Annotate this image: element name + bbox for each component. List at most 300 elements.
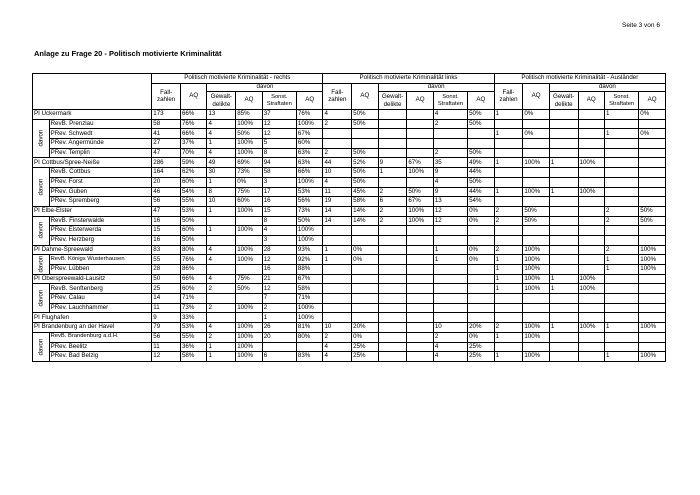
table-cell: 100%: [236, 139, 263, 149]
table-cell: 62%: [180, 168, 207, 178]
table-cell: [433, 265, 467, 275]
table-cell: 3: [262, 235, 296, 245]
table-cell: 100%: [639, 255, 666, 265]
table-row-pi: [33, 206, 666, 216]
table-cell: [549, 206, 578, 216]
table-cell: [578, 235, 605, 245]
table-cell: 50%: [296, 216, 323, 226]
table-cell: 2: [433, 332, 467, 342]
table-cell: 86%: [180, 265, 207, 275]
table-cell: 1: [605, 265, 639, 275]
table-cell: 56: [152, 332, 181, 342]
row-label: RevB. Königs Wusterhausen: [49, 255, 152, 265]
row-label: PRev. Elsterwerda: [49, 226, 152, 236]
table-cell: 2: [207, 284, 236, 294]
table-cell: [468, 139, 495, 149]
table-cell: 2: [378, 216, 407, 226]
table-cell: [549, 129, 578, 139]
table-cell: [605, 342, 639, 352]
table-cell: 47: [152, 206, 181, 216]
table-cell: 13: [433, 197, 467, 207]
table-cell: 9: [378, 158, 407, 168]
table-cell: 75%: [236, 187, 263, 197]
table-cell: [407, 265, 434, 275]
table-cell: [468, 129, 495, 139]
table-cell: 16: [262, 197, 296, 207]
table-cell: 0%: [468, 255, 495, 265]
table-cell: [433, 129, 467, 139]
table-cell: [323, 274, 352, 284]
table-cell: [433, 235, 467, 245]
table-cell: 1: [494, 129, 523, 139]
table-cell: [523, 168, 550, 178]
table-cell: 58%: [296, 284, 323, 294]
table-cell: [605, 294, 639, 304]
table-cell: [378, 119, 407, 129]
table-cell: 1: [433, 255, 467, 265]
table-cell: [578, 226, 605, 236]
table-cell: 2: [605, 245, 639, 255]
table-cell: [468, 303, 495, 313]
table-cell: [378, 139, 407, 149]
table-cell: 100%: [296, 177, 323, 187]
table-cell: [352, 294, 379, 304]
table-cell: [578, 352, 605, 362]
table-cell: [407, 332, 434, 342]
table-cell: 54%: [180, 187, 207, 197]
table-cell: 58%: [180, 352, 207, 362]
table-cell: 12: [433, 206, 467, 216]
table-cell: 1: [605, 129, 639, 139]
table-cell: [494, 226, 523, 236]
table-cell: 1: [433, 245, 467, 255]
table-cell: [578, 216, 605, 226]
table-cell: 1: [494, 332, 523, 342]
table-cell: 100%: [578, 158, 605, 168]
table-cell: 100%: [236, 255, 263, 265]
table-cell: 4: [323, 342, 352, 352]
table-cell: [639, 342, 666, 352]
table-cell: [323, 265, 352, 275]
group-header: Politisch motivierte Kriminalität - rechts: [152, 74, 323, 84]
table-cell: 1: [262, 313, 296, 323]
col-header-fallzahlen: Fall- zahlen: [152, 83, 181, 110]
table-cell: [523, 148, 550, 158]
table-cell: 2: [494, 216, 523, 226]
table-cell: 2: [262, 303, 296, 313]
table-cell: 12: [262, 119, 296, 129]
table-cell: 66%: [180, 274, 207, 284]
col-header-davon: davon: [378, 83, 494, 92]
table-row-sub: [33, 342, 666, 352]
table-row-sub: [33, 235, 666, 245]
table-cell: 100%: [523, 265, 550, 275]
table-cell: [605, 139, 639, 149]
table-cell: [639, 332, 666, 342]
table-cell: 1: [323, 255, 352, 265]
table-cell: [433, 313, 467, 323]
table-cell: [639, 148, 666, 158]
table-cell: 4: [207, 255, 236, 265]
table-cell: [407, 352, 434, 362]
table-cell: 9: [433, 187, 467, 197]
col-header-gewaltdelikte: Gewalt- delikte: [549, 92, 578, 110]
table-cell: [323, 294, 352, 304]
table-cell: 67%: [407, 158, 434, 168]
table-cell: [578, 332, 605, 342]
col-header-davon: davon: [207, 83, 323, 92]
table-cell: [639, 139, 666, 149]
table-cell: 69%: [236, 158, 263, 168]
table-cell: 27: [152, 139, 181, 149]
table-cell: 44%: [468, 168, 495, 178]
table-cell: 0%: [468, 216, 495, 226]
davon-side-label: [33, 255, 50, 274]
table-cell: 28: [152, 265, 181, 275]
table-cell: 12: [262, 129, 296, 139]
table-cell: [605, 226, 639, 236]
table-cell: 50%: [180, 235, 207, 245]
table-cell: [549, 197, 578, 207]
table-cell: 100%: [236, 148, 263, 158]
table-cell: 1: [207, 226, 236, 236]
table-cell: [407, 119, 434, 129]
table-cell: 17: [262, 187, 296, 197]
table-cell: 2: [494, 206, 523, 216]
table-cell: 2: [378, 206, 407, 216]
col-header-aq: AQ: [180, 83, 207, 110]
table-cell: [523, 294, 550, 304]
col-header-gewaltdelikte: Gewalt- delikte: [378, 92, 407, 110]
table-cell: [236, 313, 263, 323]
table-cell: 0%: [352, 255, 379, 265]
table-cell: 4: [323, 352, 352, 362]
table-cell: 4: [323, 177, 352, 187]
table-row-pi: [33, 323, 666, 333]
table-row-sub: [33, 139, 666, 149]
table-cell: [639, 294, 666, 304]
row-label: PI Uckermark: [33, 110, 152, 120]
col-header-aq: AQ: [352, 83, 379, 110]
table-cell: 6: [262, 352, 296, 362]
table-cell: 92%: [296, 255, 323, 265]
table-cell: 100%: [296, 303, 323, 313]
table-cell: [323, 235, 352, 245]
col-header-davon: davon: [549, 83, 665, 92]
col-header-sonst-straftaten: Sonst. Straftaten: [605, 92, 639, 110]
table-cell: [639, 119, 666, 129]
table-cell: [494, 235, 523, 245]
table-cell: 2: [494, 245, 523, 255]
row-label: PRev. Schwedt: [49, 129, 152, 139]
table-cell: 45%: [352, 187, 379, 197]
table-cell: 25%: [468, 352, 495, 362]
table-cell: 100%: [407, 168, 434, 178]
table-cell: 73%: [296, 206, 323, 216]
table-cell: [494, 303, 523, 313]
table-cell: [605, 177, 639, 187]
table-cell: [433, 294, 467, 304]
col-header-aq: AQ: [523, 83, 550, 110]
table-cell: 11: [152, 342, 181, 352]
table-cell: [523, 177, 550, 187]
table-row-sub: [33, 168, 666, 178]
table-cell: [207, 313, 236, 323]
table-cell: 25: [152, 284, 181, 294]
table-cell: [605, 313, 639, 323]
table-row-pi: [33, 110, 666, 120]
davon-side-label: [33, 284, 50, 313]
davon-side-text: davon: [37, 256, 45, 273]
table-cell: 47: [152, 148, 181, 158]
table-row-sub: [33, 303, 666, 313]
table-cell: [494, 139, 523, 149]
table-cell: [549, 303, 578, 313]
table-cell: 60%: [296, 139, 323, 149]
table-cell: 2: [323, 332, 352, 342]
table-cell: 20: [152, 177, 181, 187]
table-cell: [639, 177, 666, 187]
table-cell: [352, 129, 379, 139]
table-cell: 50%: [180, 216, 207, 226]
table-cell: 100%: [407, 206, 434, 216]
row-label: RevB. Cottbus: [49, 168, 152, 178]
table-cell: [433, 284, 467, 294]
table-cell: [236, 265, 263, 275]
table-cell: [605, 119, 639, 129]
table-cell: 41: [152, 129, 181, 139]
table-cell: 71%: [296, 294, 323, 304]
table-cell: 100%: [236, 226, 263, 236]
col-header-aq: AQ: [578, 92, 605, 110]
table-cell: 66%: [296, 168, 323, 178]
table-cell: [549, 226, 578, 236]
table-cell: [578, 148, 605, 158]
table-cell: 100%: [639, 245, 666, 255]
table-cell: 14: [152, 294, 181, 304]
table-cell: [578, 119, 605, 129]
table-cell: [605, 332, 639, 342]
row-label: PI Cottbus/Spree-Neiße: [33, 158, 152, 168]
table-cell: 100%: [236, 206, 263, 216]
page-number: Seite 3 von 6: [622, 22, 660, 29]
table-row-sub: [33, 265, 666, 275]
table-cell: 8: [262, 216, 296, 226]
table-cell: 2: [605, 206, 639, 216]
table-cell: 0%: [352, 332, 379, 342]
col-header-aq: AQ: [296, 92, 323, 110]
table-cell: 1: [494, 265, 523, 275]
group-header: Politisch motivierte Kriminalität links: [323, 74, 494, 84]
table-cell: [407, 294, 434, 304]
table-cell: [549, 235, 578, 245]
davon-side-text: davon: [37, 178, 45, 196]
table-cell: 50%: [523, 206, 550, 216]
table-cell: 67%: [296, 274, 323, 284]
table-cell: 1: [605, 110, 639, 120]
table-cell: 4: [207, 245, 236, 255]
table-cell: [468, 265, 495, 275]
table-cell: 2: [207, 303, 236, 313]
table-cell: [378, 177, 407, 187]
table-cell: 1: [207, 139, 236, 149]
table-cell: 16: [152, 235, 181, 245]
table-cell: 2: [323, 119, 352, 129]
table-cell: [639, 158, 666, 168]
table-cell: 53%: [180, 323, 207, 333]
table-cell: [352, 265, 379, 275]
table-cell: [639, 187, 666, 197]
table-cell: [407, 235, 434, 245]
table-cell: 83: [152, 245, 181, 255]
table-cell: 1: [494, 284, 523, 294]
table-cell: 4: [262, 226, 296, 236]
table-cell: [407, 274, 434, 284]
row-label: PI Oberspreewald-Lausitz: [33, 274, 152, 284]
table-cell: 100%: [296, 235, 323, 245]
table-cell: 2: [323, 148, 352, 158]
table-cell: [433, 226, 467, 236]
table-row-sub: [33, 216, 666, 226]
table-cell: [352, 313, 379, 323]
table-cell: 4: [207, 129, 236, 139]
table-cell: 88%: [296, 265, 323, 275]
table-cell: [433, 274, 467, 284]
table-cell: 8: [262, 148, 296, 158]
davon-side-label: [33, 332, 50, 361]
davon-side-text: davon: [37, 222, 45, 240]
table-row-sub: [33, 197, 666, 207]
table-row-pi: [33, 158, 666, 168]
table-cell: 52%: [352, 158, 379, 168]
table-cell: 1: [494, 110, 523, 120]
table-cell: [494, 313, 523, 323]
table-cell: 0%: [639, 110, 666, 120]
davon-side-text: davon: [37, 338, 45, 356]
table-cell: [433, 139, 467, 149]
table-cell: 44%: [468, 187, 495, 197]
table-cell: [549, 342, 578, 352]
table-cell: 0%: [639, 129, 666, 139]
table-cell: [523, 197, 550, 207]
table-cell: 83%: [296, 352, 323, 362]
table-cell: [578, 255, 605, 265]
table-cell: [378, 235, 407, 245]
row-label: PRev. Templin: [49, 148, 152, 158]
table-cell: 76%: [180, 255, 207, 265]
table-cell: 16: [152, 216, 181, 226]
header-corner: [33, 74, 152, 110]
table-cell: 100%: [407, 216, 434, 226]
table-cell: 19: [323, 197, 352, 207]
table-cell: 2: [494, 323, 523, 333]
table-cell: [578, 110, 605, 120]
table-cell: 100%: [639, 352, 666, 362]
table-cell: 1: [207, 177, 236, 187]
table-cell: [494, 168, 523, 178]
table-cell: [323, 303, 352, 313]
table-cell: [236, 235, 263, 245]
table-cell: 1: [549, 158, 578, 168]
table-cell: 50%: [352, 110, 379, 120]
table-cell: 1: [605, 255, 639, 265]
table-cell: [207, 235, 236, 245]
row-label: RevB. Senftenberg: [49, 284, 152, 294]
row-label: RevB. Finsterwalde: [49, 216, 152, 226]
table-cell: [468, 313, 495, 323]
table-cell: [378, 342, 407, 352]
table-cell: 37: [262, 110, 296, 120]
table-cell: 58: [262, 168, 296, 178]
table-cell: 100%: [236, 323, 263, 333]
table-cell: 100%: [236, 342, 263, 352]
table-cell: [549, 139, 578, 149]
table-cell: 9: [152, 313, 181, 323]
row-label: RevB. Prenzlau: [49, 119, 152, 129]
table-cell: 25%: [352, 342, 379, 352]
table-cell: 25%: [468, 342, 495, 352]
col-header-sonst-straftaten: Sonst. Straftaten: [262, 92, 296, 110]
table-cell: 1: [605, 352, 639, 362]
table-cell: [378, 226, 407, 236]
table-cell: 56%: [296, 197, 323, 207]
table-cell: 50%: [236, 129, 263, 139]
table-cell: [605, 148, 639, 158]
table-cell: [549, 332, 578, 342]
table-cell: [323, 226, 352, 236]
table-cell: 1: [207, 206, 236, 216]
table-cell: [605, 197, 639, 207]
table-cell: [578, 313, 605, 323]
table-cell: 164: [152, 168, 181, 178]
table-cell: 0%: [352, 245, 379, 255]
table-cell: 50%: [352, 119, 379, 129]
table-cell: 66%: [180, 110, 207, 120]
table-cell: [605, 235, 639, 245]
table-cell: [262, 342, 296, 352]
table-cell: [578, 265, 605, 275]
table-cell: 4: [207, 323, 236, 333]
table-cell: 59%: [180, 158, 207, 168]
table-cell: [236, 294, 263, 304]
table-cell: [523, 139, 550, 149]
table-cell: 75%: [236, 274, 263, 284]
table-cell: [549, 177, 578, 187]
table-cell: 100%: [523, 284, 550, 294]
davon-side-text: davon: [37, 130, 45, 147]
table-cell: 100%: [236, 332, 263, 342]
table-cell: [605, 168, 639, 178]
table-cell: 2: [433, 119, 467, 129]
table-row-sub: [33, 187, 666, 197]
row-label: PRev. Spremberg: [49, 197, 152, 207]
table-cell: 100%: [523, 352, 550, 362]
table-cell: 100%: [523, 274, 550, 284]
table-cell: 20: [262, 332, 296, 342]
table-cell: [494, 197, 523, 207]
table-cell: [549, 148, 578, 158]
table-cell: 1: [605, 323, 639, 333]
table-cell: [494, 119, 523, 129]
table-cell: [407, 177, 434, 187]
table-row-sub: [33, 177, 666, 187]
table-cell: 36%: [180, 342, 207, 352]
table-cell: 0%: [468, 332, 495, 342]
table-cell: 100%: [296, 226, 323, 236]
table-cell: 2: [605, 216, 639, 226]
table-cell: 50%: [639, 206, 666, 216]
table-cell: 10: [433, 323, 467, 333]
